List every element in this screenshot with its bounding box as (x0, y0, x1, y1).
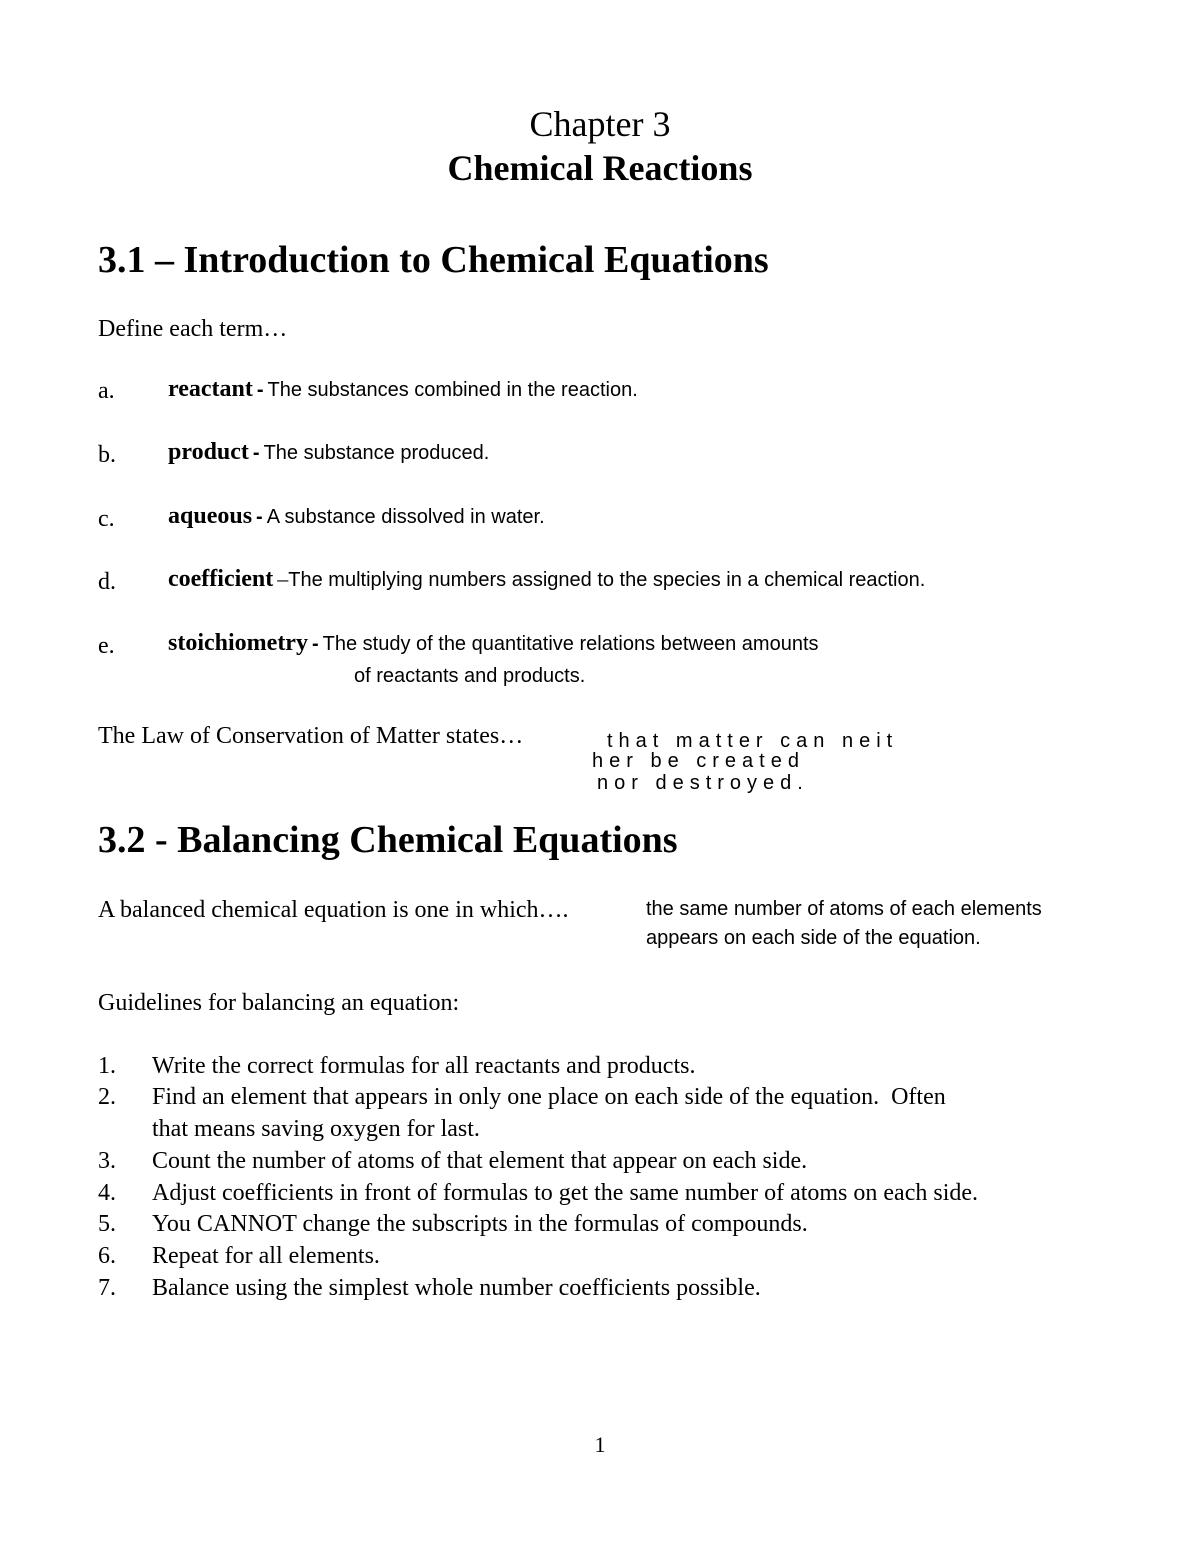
definition-row-coefficient (168, 566, 925, 593)
list-item-number: 7. (98, 1275, 116, 1301)
balanced-prompt: A balanced chemical equation is one in which…. (98, 897, 569, 923)
list-item-number: 4. (98, 1180, 116, 1206)
list-item: Repeat for all elements. (152, 1243, 380, 1269)
definition-row-aqueous (168, 503, 545, 530)
definition-term: reactant (168, 376, 253, 402)
definition-term: aqueous (168, 503, 253, 529)
law-prompt: The Law of Conservation of Matter states… (98, 723, 524, 749)
page-number: 1 (594, 1432, 606, 1457)
define-prompt: Define each term… (98, 316, 288, 342)
balanced-answer-line: appears on each side of the equation. (646, 927, 981, 949)
definition-letter: b. (98, 442, 116, 468)
list-item-number: 3. (98, 1148, 116, 1174)
definition-separator: - (252, 442, 260, 464)
definition-separator: - (256, 379, 264, 401)
definition-letter: d. (98, 569, 116, 595)
definition-term: stoichiometry (168, 630, 308, 656)
definition-answer: The multiplying numbers assigned to the species in a chemical reaction. (288, 569, 926, 591)
definition-answer: The substance produced. (263, 442, 490, 464)
guidelines-intro: Guidelines for balancing an equation: (98, 990, 460, 1016)
list-item: Balance using the simplest whole number coefficients possible. (152, 1275, 761, 1301)
definition-letter: c. (98, 506, 115, 532)
list-item: You CANNOT change the subscripts in the formulas of compounds. (152, 1211, 808, 1237)
definition-answer: The substances combined in the reaction. (267, 379, 638, 401)
list-item-number: 6. (98, 1243, 116, 1269)
definition-separator: - (256, 506, 263, 528)
list-item: Write the correct formulas for all reactants and products. (152, 1053, 696, 1079)
section-heading-3-1: 3.1 – Introduction to Chemical Equations (98, 239, 769, 281)
chapter-number: Chapter 3 (529, 104, 671, 144)
definition-term: coefficient (168, 566, 274, 592)
definition-answer: A substance dissolved in water. (266, 506, 545, 528)
definition-letter: e. (98, 633, 115, 659)
definition-letter: a. (98, 378, 115, 404)
definition-row-stoichiometry (168, 630, 819, 657)
section-heading-3-2: 3.2 - Balancing Chemical Equations (98, 819, 678, 861)
definition-row-reactant (168, 376, 638, 403)
definition-term: product (168, 439, 249, 465)
definition-row-product (168, 439, 489, 466)
law-answer-line: her be created (592, 750, 805, 772)
list-item: Count the number of atoms of that element that appear on each side. (152, 1148, 808, 1174)
list-item: Adjust coefficients in front of formulas to get the same number of atoms on each side. (152, 1180, 979, 1206)
list-item-number: 2. (98, 1084, 116, 1110)
definition-separator: – (277, 566, 289, 591)
definition-answer-continued: of reactants and products. (354, 665, 586, 687)
list-item-continued: that means saving oxygen for last. (152, 1116, 480, 1142)
law-answer-line: that matter can neit (607, 730, 899, 752)
definition-separator: - (311, 633, 319, 655)
law-answer-line: nor destroyed. (597, 772, 809, 794)
balanced-answer-line: the same number of atoms of each elements (646, 898, 1042, 920)
list-item-number: 1. (98, 1053, 116, 1079)
list-item-number: 5. (98, 1211, 116, 1237)
definition-answer: The study of the quantitative relations between amounts (322, 633, 819, 655)
list-item: Find an element that appears in only one place on each side of the equation. Often (152, 1084, 946, 1110)
chapter-title: Chemical Reactions (447, 148, 753, 188)
